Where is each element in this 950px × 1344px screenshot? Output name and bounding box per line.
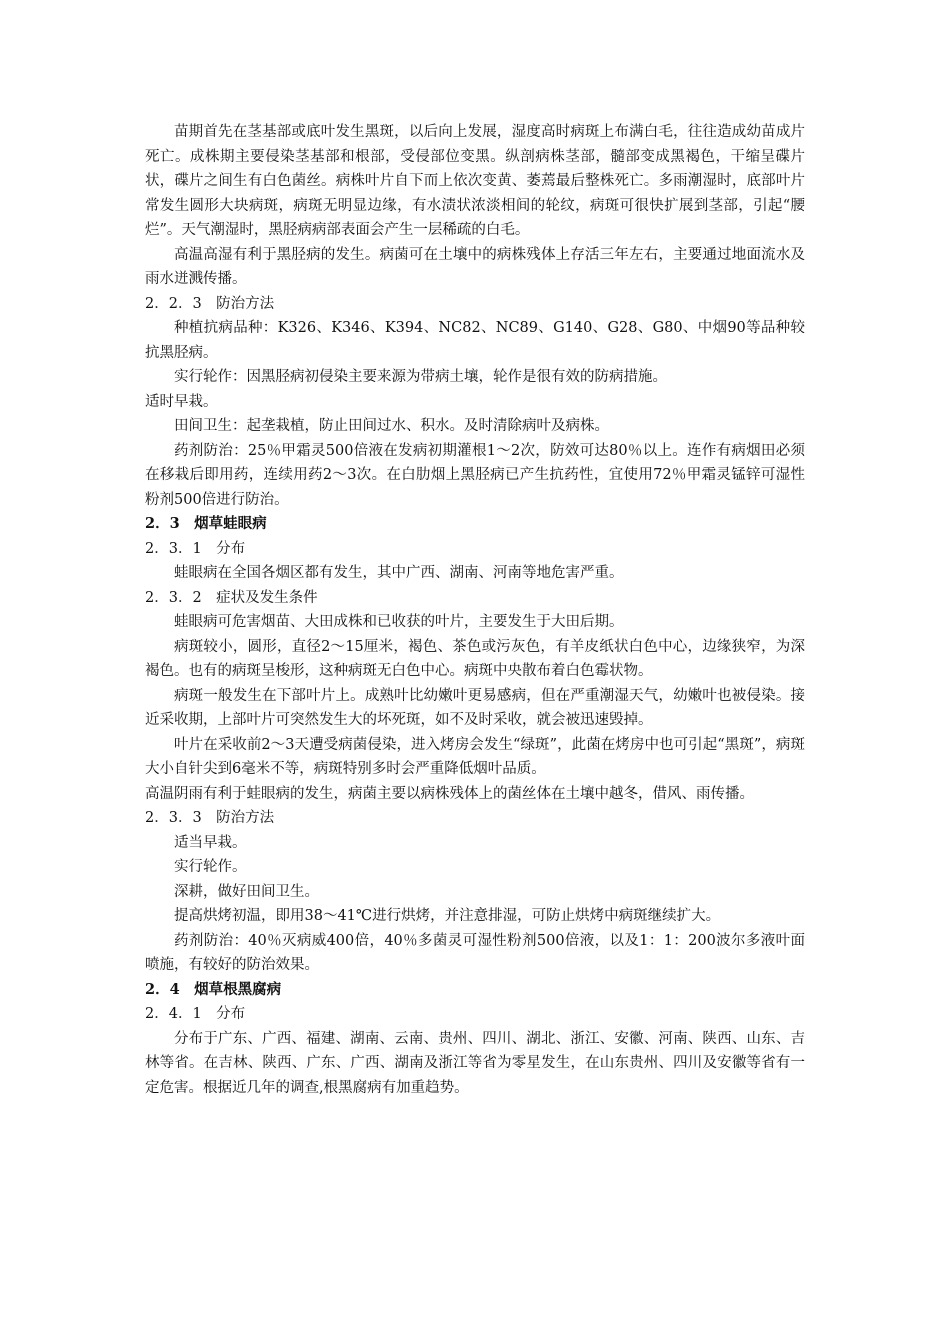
paragraph: 高温阴雨有利于蛙眼病的发生，病菌主要以病株残体上的菌丝体在土壤中越冬，借风、雨传播。 — [145, 785, 754, 802]
paragraph: 高温高湿有利于黑胫病的发生。病菌可在土壤中的病株残体上存活三年左右，主要通过地面流水及雨水迸溅传播。 — [145, 246, 805, 287]
paragraph: 适时早栽。 — [145, 393, 218, 410]
paragraph: 蛙眼病可危害烟苗、大田成株和已收获的叶片，主要发生于大田后期。 — [174, 614, 624, 630]
paragraph: 叶片在采收前2～3天遭受病菌侵染，进入烤房会发生“绿斑”，此菌在烤房中也可引起“黑斑”，病斑大小自针尖到6毫米不等，病斑特别多时会严重降低烟叶品质。 — [145, 736, 805, 777]
paragraph: 药剂防治：40％灭病威400倍，40％多菌灵可湿性粉剂500倍液，以及1：1：200波尔多液叶面喷施，有较好的防治效果。 — [145, 932, 805, 973]
subsection-heading: 2．2．3 防治方法 — [145, 295, 275, 312]
paragraph: 适当早栽。 — [174, 834, 247, 851]
subsection-heading: 2．4．1 分布 — [145, 1006, 246, 1022]
section-heading: 2．3 烟草蛙眼病 — [145, 515, 267, 532]
paragraph: 实行轮作：因黑胫病初侵染主要来源为带病土壤，轮作是很有效的防病措施。 — [174, 369, 667, 385]
paragraph: 苗期首先在茎基部或底叶发生黑斑，以后向上发展，湿度高时病斑上布满白毛，往往造成幼苗成片死亡。成株期主要侵染茎基部和根部，受侵部位变黑。纵剖病株茎部，髓部变成黑褐色，干缩呈碟片状，碟片之间生有白色菌丝。病株叶片自下而上依次变黄、萎蔫最后整株死亡。多雨潮湿时，底部叶片常发生圆形大块病斑，病斑无明显边缘，有水渍状浓淡相间的轮纹，病斑可很快扩展到茎部，引起“腰烂”。天气潮湿时，黑胫病病部表面会产生一层稀疏的白毛。 — [145, 124, 805, 238]
subsection-heading: 2．3．3 防治方法 — [145, 810, 275, 826]
paragraph: 分布于广东、广西、福建、湖南、云南、贵州、四川、湖北、浙江、安徽、河南、陕西、山东、吉林等省。在吉林、陕西、广东、广西、湖南及浙江等省为零星发生，在山东贵州、四川及安徽等省有一定危害。根据近几年的调查,根黑腐病有加重趋势。 — [145, 1030, 805, 1096]
paragraph: 提高烘烤初温，即用38～41℃进行烘烤，并注意排湿，可防止烘烤中病斑继续扩大。 — [174, 908, 721, 924]
section-heading: 2．4 烟草根黑腐病 — [145, 980, 282, 998]
paragraph: 深耕，做好田间卫生。 — [174, 883, 319, 900]
paragraph: 病斑较小，圆形，直径2～15厘米，褐色、茶色或污灰色，有羊皮纸状白色中心，边缘狭窄，为深褐色。也有的病斑呈梭形，这种病斑无白色中心。病斑中央散布着白色霉状物。 — [145, 638, 805, 679]
paragraph: 种植抗病品种：K326、K346、K394、NC82、NC89、G140、G28、G80、中烟90等品种较抗黑胫病。 — [145, 320, 805, 361]
subsection-heading: 2．3．2 症状及发生条件 — [145, 589, 318, 606]
paragraph: 药剂防治：25％甲霜灵500倍液在发病初期灌根1～2次，防效可达80％以上。连作有病烟田必须在移栽后即用药，连续用药2～3次。在白肋烟上黑胫病已产生抗药性，宜使用72％甲霜灵锰锌可湿性粉剂500倍进行防治。 — [145, 442, 805, 508]
paragraph: 蛙眼病在全国各烟区都有发生，其中广西、湖南、河南等地危害严重。 — [174, 565, 624, 581]
document-body — [145, 120, 805, 1100]
paragraph: 病斑一般发生在下部叶片上。成熟叶比幼嫩叶更易感病，但在严重潮湿天气，幼嫩叶也被侵染。接近采收期，上部叶片可突然发生大的坏死斑，如不及时采收，就会被迅速毁掉。 — [145, 687, 805, 728]
paragraph: 实行轮作。 — [174, 859, 247, 875]
subsection-heading: 2．3．1 分布 — [145, 540, 246, 557]
paragraph: 田间卫生：起垄栽植，防止田间过水、积水。及时清除病叶及病株。 — [174, 418, 609, 434]
